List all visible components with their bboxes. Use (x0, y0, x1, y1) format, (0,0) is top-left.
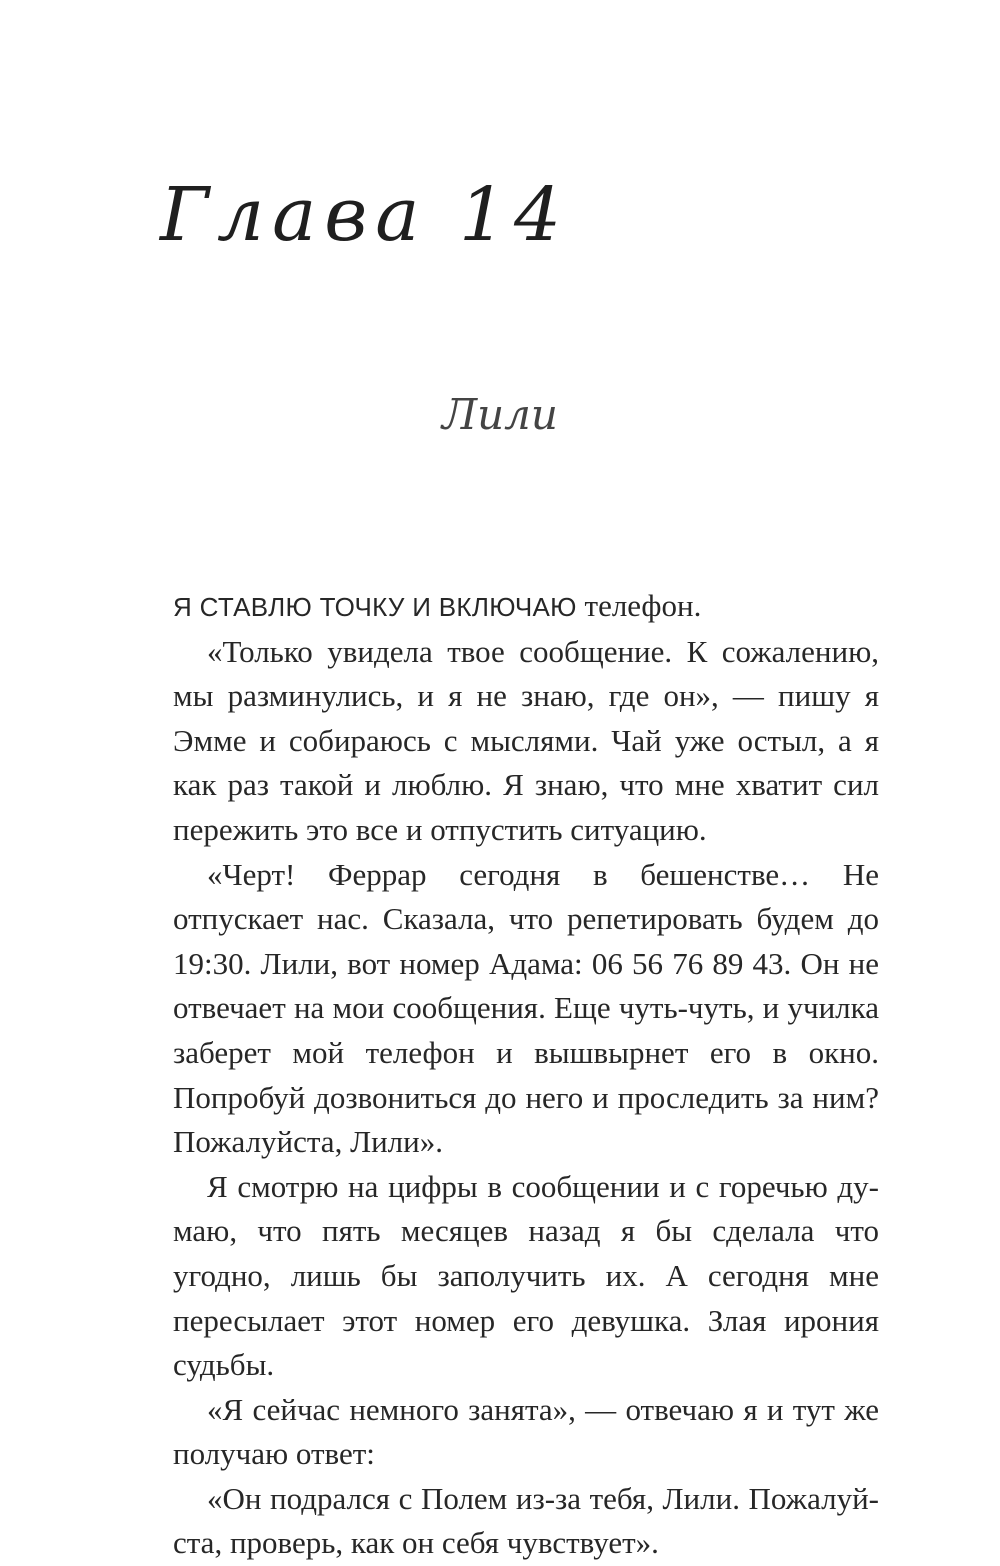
opening-paragraph (173, 584, 879, 630)
paragraph: «Я сейчас немного занята», — отвечаю я и тут же получаю ответ: (173, 1391, 879, 1472)
paragraph: «Он подрался с Полем из-за тебя, Лили. Пожалуйста, проверь, как он себя чувствует». (173, 1480, 879, 1561)
chapter-narrator: Лили (442, 390, 558, 439)
chapter-title: Глава 14 (160, 172, 570, 258)
paragraph: Я смотрю на цифры в сообщении и с горечью думаю, что пять месяцев назад я бы сделала что угодно, лишь бы заполучить их. А сегодня мне пересылает этот номер его девушка. Злая ирония судьбы. (173, 1168, 879, 1383)
paragraph: «Только увидела твое сообщение. К сожалению, мы разминулись, и я не знаю, где он», — пишу я Эмме и собираюсь с мыслями. Чай уже остыл, а я как раз такой и люблю. Я знаю, что мне хватит сил пережить это все и отпустить ситуацию. (173, 633, 879, 847)
paragraph: «Черт! Феррар сегодня в бешенстве… Не отпускает нас. Сказала, что репетировать будем до 19:30. Лили, вот номер Адама: 06 56 76 89 43. Он не отвечает на мои сообщения. Еще чуть-чуть, и училка заберет мой телефон и вышвырнет его в окно. Попробуй дозвониться до него и проследить за ним? Пожалуйста, Лили». (173, 856, 879, 1160)
opening-caps: Я СТАВЛЮ ТОЧКУ И ВКЛЮЧАЮ (173, 592, 577, 622)
chapter-body (173, 584, 879, 1566)
opening-rest: телефон. (576, 588, 702, 623)
